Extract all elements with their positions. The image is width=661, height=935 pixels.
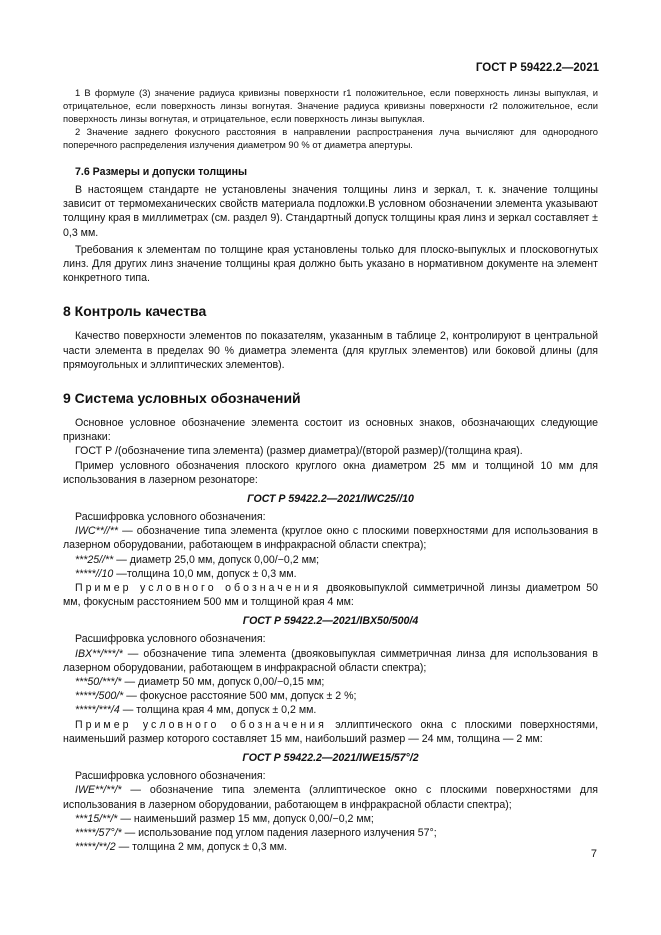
example-2-line-3: *****/500/* — фокусное расстояние 500 мм, допуск ± 2 %; [75, 690, 357, 703]
example-3-line-4: *****/**/2 — толщина 2 мм, допуск ± 0,3 мм. [75, 841, 288, 854]
section-9-para-3: Пример условного обозначения плоского круглого окна диаметром 25 мм и толщиной 10 мм для использования в лазерном резонаторе: [63, 459, 598, 486]
example-3-line-1: IWE**/**/* — обозначение типа элемента (эллиптическое окно с плоскими поверхностями для использования в лазерном оборудовании, работающем в инфракрасной области спектра); [63, 784, 598, 811]
section-7-6-para-2: Требования к элементам по толщине края установлены только для плоско-выпуклых и плосковогнутых линз. Для других линз значение толщины края должно быть указано в нормативном документе на элемент конкретного типа. [63, 243, 598, 285]
example-3-decode-label: Расшифровка условного обозначения: [75, 770, 266, 783]
example-1-line-1: IWC**//** — обозначение типа элемента (круглое окно с плоскими поверхностями для использования в лазерном оборудовании, работающем в инфракрасной области спектра); [63, 525, 598, 552]
page-number: 7 [590, 848, 597, 860]
example-1-code: ГОСТ Р 59422.2—2021/IWC25//10 [247, 493, 414, 506]
section-7-6-title: 7.6 Размеры и допуски толщины [75, 166, 248, 178]
section-8-para-1: Качество поверхности элементов по показателям, указанным в таблице 2, контролируют в центральной части элемента в пределах 90 % диаметра элемента (для круглых элементов) или боковой длины (для прямоугольных и эллиптических элементов). [63, 330, 598, 371]
section-9-para-1: Основное условное обозначение элемента состоит из основных знаков, обозначающих следующие признаки: [63, 417, 598, 444]
example-1-line-2: ***25//** — диаметр 25,0 мм, допуск 0,00/−0,2 мм; [75, 553, 320, 566]
example-1-line-3: *****//10 —толщина 10,0 мм, допуск ± 0,3 мм. [75, 567, 297, 580]
section-8-title: 8 Контроль качества [63, 303, 207, 320]
example-2-line-4: *****/***/4 — толщина края 4 мм, допуск ± 0,2 мм. [75, 704, 317, 717]
document-header: ГОСТ Р 59422.2—2021 [475, 62, 599, 74]
example-2-code: ГОСТ Р 59422.2—2021/IBX50/500/4 [242, 615, 419, 628]
example-2-line-2: ***50/***/* — диаметр 50 мм, допуск 0,00/−0,15 мм; [75, 676, 325, 689]
example-3-code: ГОСТ Р 59422.2—2021/IWE15/57°/2 [242, 752, 419, 765]
document-body [63, 86, 598, 854]
section-9-title: 9 Система условных обозначений [63, 390, 301, 407]
section-9-para-2: ГОСТ Р /(обозначение типа элемента) (размер диаметра)/(второй размер)/(толщина края). [75, 445, 523, 458]
example-3-line-3: *****/57°/* — использование под углом падения лазерного излучения 57°; [75, 826, 437, 839]
example-1-decode-label: Расшифровка условного обозначения: [75, 511, 266, 524]
note-1: 1 В формуле (3) значение радиуса кривизны поверхности r1 положительное, если поверхность линзы выпуклая, и отрицательное, если поверхность линзы вогнутая. Значение радиуса кривизны поверхности r2 положительное, если поверхность линзы вогнутая, и отрицательное, если поверхность линзы выпуклая. [63, 87, 598, 124]
note-2: 2 Значение заднего фокусного расстояния в направлении распространения луча вычисляют для однородного поперечного распределения излучения диаметром 90 % от диаметра апертуры. [63, 126, 598, 150]
section-7-6-para-1: В настоящем стандарте не установлены значения толщины линз и зеркал, т. к. значение толщины зависит от термомеханических свойств материала подложки.В условном обозначении элемента указывают толщину края в миллиметрах (см. раздел 9). Стандартный допуск толщины края линз и зеркал составляет ± 0,3 мм. [63, 184, 598, 239]
example-2-intro: Пример условного обозначения двояковыпуклой симметричной линзы диаметром 50 мм, фокусным расстоянием 500 мм и толщиной края 4 мм: [63, 582, 599, 609]
example-3-line-2: ***15/**/* — наименьший размер 15 мм, допуск 0,00/−0,2 мм; [75, 812, 374, 825]
example-2-decode-label: Расшифровка условного обозначения: [75, 633, 266, 646]
example-2-line-1: IBX**/***/* — обозначение типа элемента (двояковыпуклая симметричная линза для использования в лазерном оборудовании, работающем в инфракрасной области спектра); [63, 647, 598, 674]
example-3-intro: Пример условного обозначения эллиптического окна с плоскими поверхностями, наименьший размер которого составляет 15 мм, наибольший размер — 24 мм, толщина — 2 мм: [63, 718, 599, 745]
